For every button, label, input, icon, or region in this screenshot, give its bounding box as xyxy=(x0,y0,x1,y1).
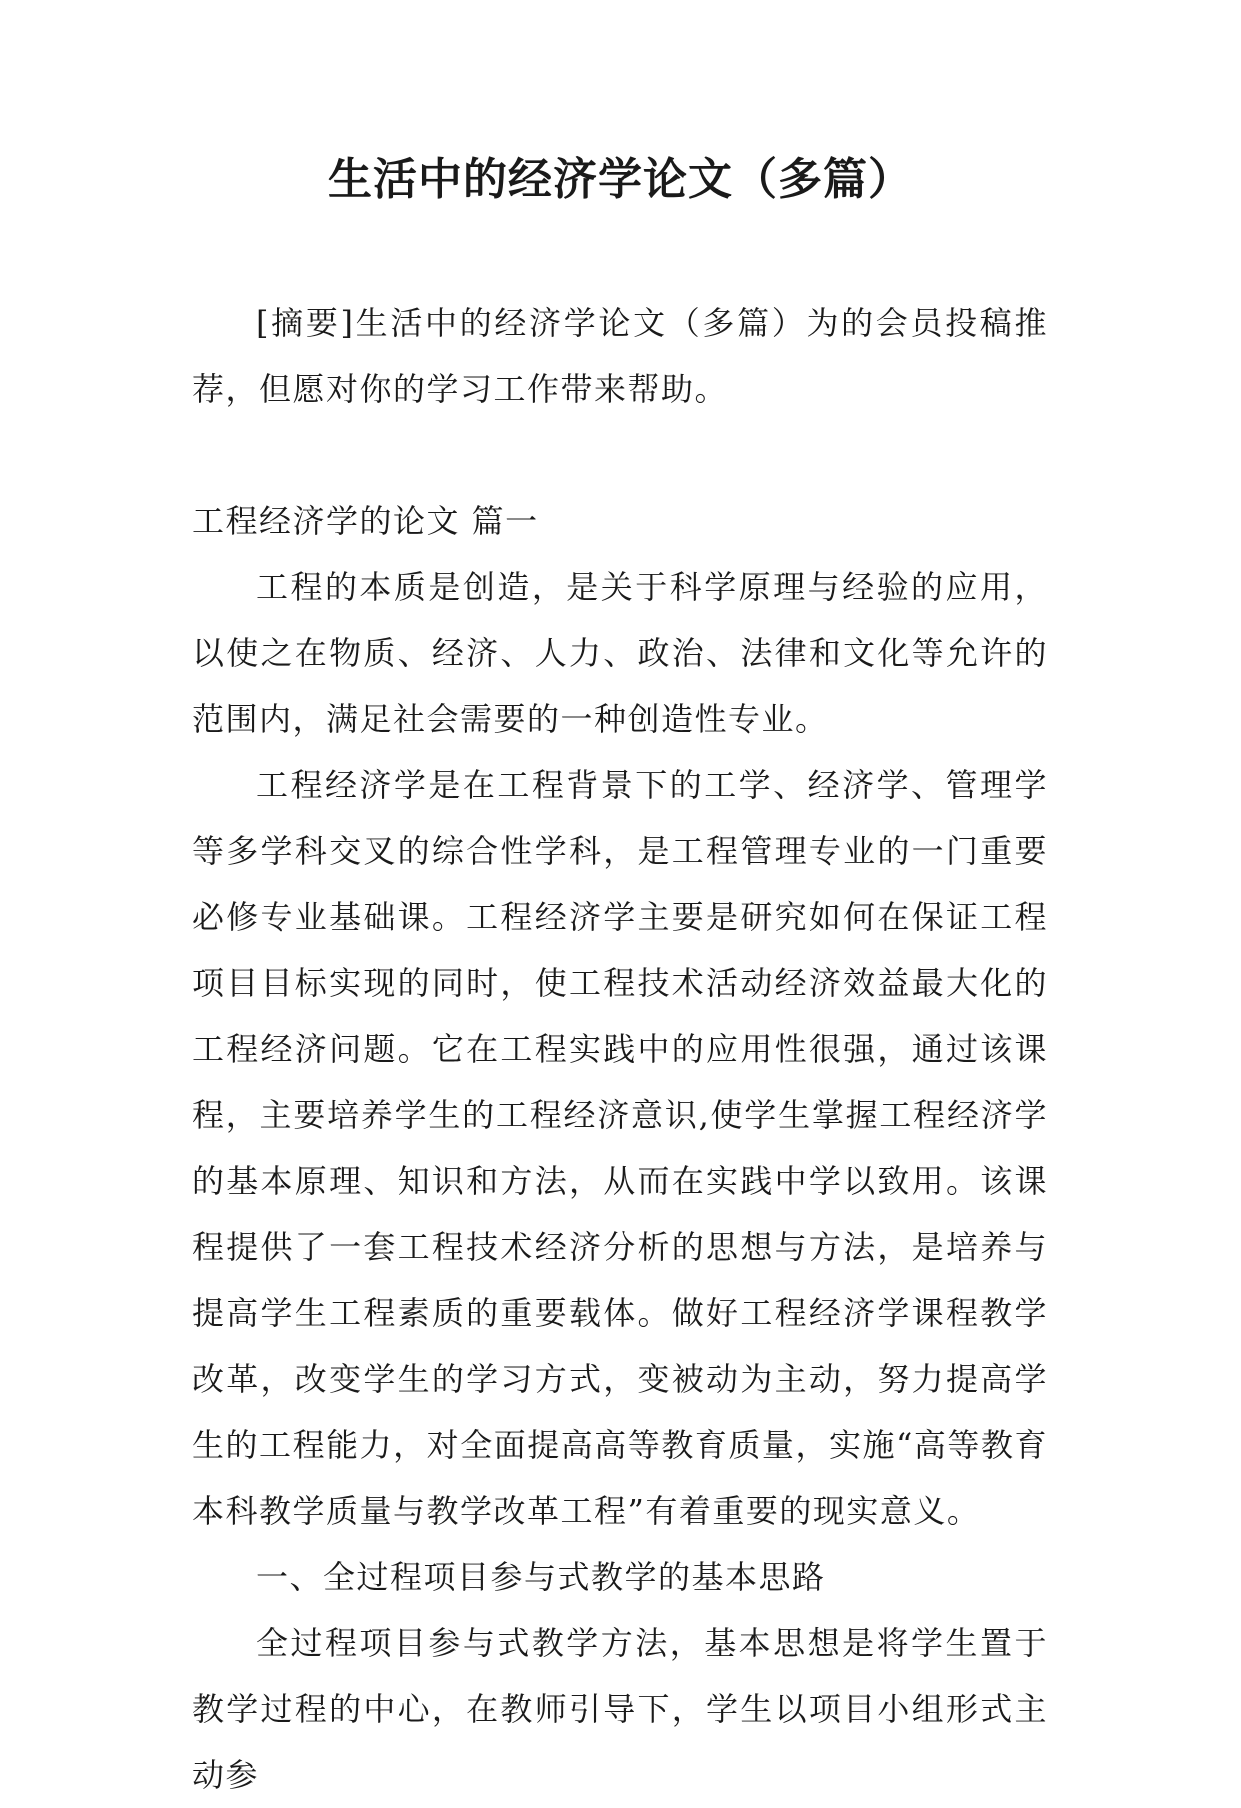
body-paragraph: 工程经济学是在工程背景下的工学、经济学、管理学等多学科交叉的综合性学科，是工程管理专业的一门重要必修专业基础课。工程经济学主要是研究如何在保证工程项目目标实现的同时，使工程技术活动经济效益最大化的工程经济问题。它在工程实践中的应用性很强，通过该课程，主要培养学生的工程经济意识,使学生掌握工程经济学的基本原理、知识和方法，从而在实践中学以致用。该课程提供了一套工程技术经济分析的思想与方法，是培养与提高学生工程素质的重要载体。做好工程经济学课程教学改革，改变学生的学习方式，变被动为主动，努力提高学生的工程能力，对全面提高高等教育质量，实施“高等教育本科教学质量与教学改革工程”有着重要的现实意义。 xyxy=(192,766,1048,1530)
abstract-paragraph: [摘要]生活中的经济学论文（多篇）为的会员投稿推荐，但愿对你的学习工作带来帮助。 xyxy=(192,304,1048,408)
document-title: 生活中的经济学论文（多篇） xyxy=(328,154,913,205)
body-paragraph: 工程的本质是创造，是关于科学原理与经验的应用，以使之在物质、经济、人力、政治、法律和文化等允许的范围内，满足社会需要的一种创造性专业。 xyxy=(192,568,1048,738)
subsection-heading: 一、全过程项目参与式教学的基本思路 xyxy=(256,1558,826,1596)
body-paragraph: 全过程项目参与式教学方法，基本思想是将学生置于教学过程的中心，在教师引导下，学生以项目小组形式主动参 xyxy=(192,1624,1048,1794)
document-body xyxy=(192,290,1048,1808)
section-heading: 工程经济学的论文 篇一 xyxy=(192,502,539,540)
